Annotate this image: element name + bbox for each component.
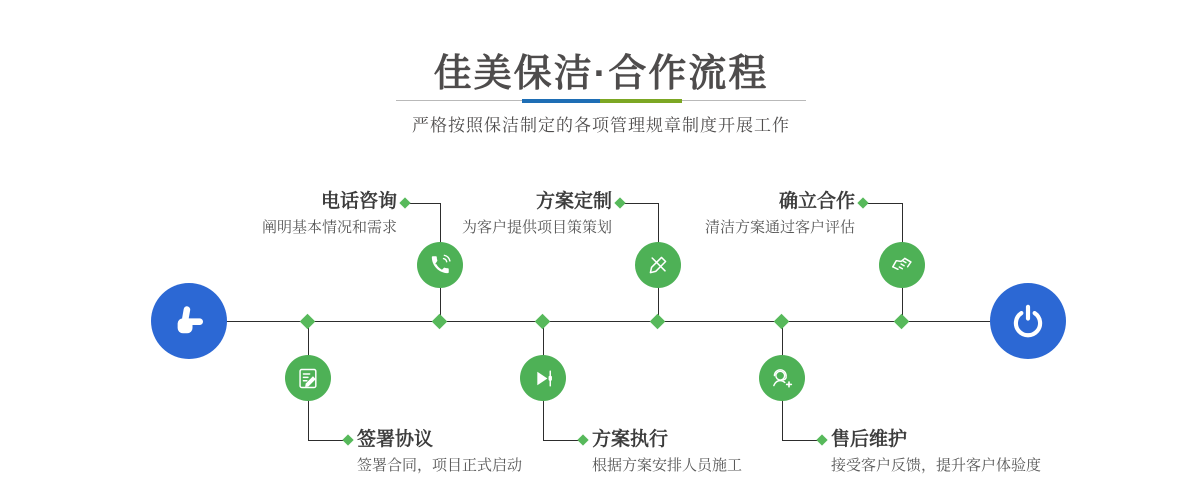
step-plan-execution <box>592 428 742 477</box>
step-title: 方案定制 <box>535 191 612 212</box>
power-icon <box>1008 301 1048 341</box>
step-title: 方案执行 <box>592 429 669 450</box>
step-title: 签署协议 <box>357 429 434 450</box>
label-diamond <box>342 434 353 445</box>
step-desc: 清洁方案通过客户评估 <box>704 219 855 236</box>
step-desc: 根据方案安排人员施工 <box>592 457 743 474</box>
divider-green-segment <box>600 99 682 103</box>
step-node-cooperation <box>879 242 925 288</box>
timeline-junction-diamond <box>650 314 666 330</box>
timeline-junction-diamond <box>535 314 551 330</box>
divider-blue-segment <box>522 99 600 103</box>
connector-line <box>863 203 903 204</box>
pencil-design-icon <box>644 251 672 279</box>
step-title: 售后维护 <box>831 429 908 450</box>
play-execute-icon <box>530 365 557 392</box>
signed-document-icon <box>295 365 322 392</box>
label-diamond <box>577 434 588 445</box>
step-node-execution <box>520 355 566 401</box>
phone-call-icon <box>426 251 454 279</box>
step-node-phone <box>417 242 463 288</box>
label-diamond <box>857 197 868 208</box>
step-phone-consult <box>262 190 397 239</box>
label-diamond <box>614 197 625 208</box>
step-plan-design <box>462 190 612 239</box>
step-desc: 签署合同，项目正式启动 <box>357 457 523 474</box>
step-desc: 为客户提供项目策策划 <box>461 219 612 236</box>
timeline-junction-diamond <box>894 314 910 330</box>
flow-end-node <box>990 283 1066 359</box>
step-node-agreement <box>285 355 331 401</box>
connector-line <box>620 203 659 204</box>
timeline-junction-diamond <box>432 314 448 330</box>
step-node-aftersales <box>759 355 805 401</box>
step-after-sales-maintenance <box>831 428 1041 477</box>
step-title: 确立合作 <box>778 191 855 212</box>
timeline-junction-diamond <box>774 314 790 330</box>
step-title: 电话咨询 <box>320 191 397 212</box>
hand-pointing-right-icon <box>168 300 210 342</box>
timeline-junction-diamond <box>300 314 316 330</box>
main-timeline <box>226 321 990 322</box>
step-sign-agreement <box>357 428 522 477</box>
label-diamond <box>399 197 410 208</box>
page-subtitle: 严格按照保洁制定的各项管理规章制度开展工作 <box>412 116 790 135</box>
handshake-icon <box>887 250 917 280</box>
flow-start-node <box>151 283 227 359</box>
step-node-design <box>635 242 681 288</box>
step-establish-cooperation <box>705 190 855 239</box>
customer-service-plus-icon <box>768 364 796 392</box>
page-title: 佳美保洁·合作流程 <box>433 53 769 95</box>
label-diamond <box>816 434 827 445</box>
step-desc: 阐明基本情况和需求 <box>261 219 397 236</box>
title-divider <box>396 99 806 103</box>
step-desc: 接受客户反馈，提升客户体验度 <box>831 457 1042 474</box>
